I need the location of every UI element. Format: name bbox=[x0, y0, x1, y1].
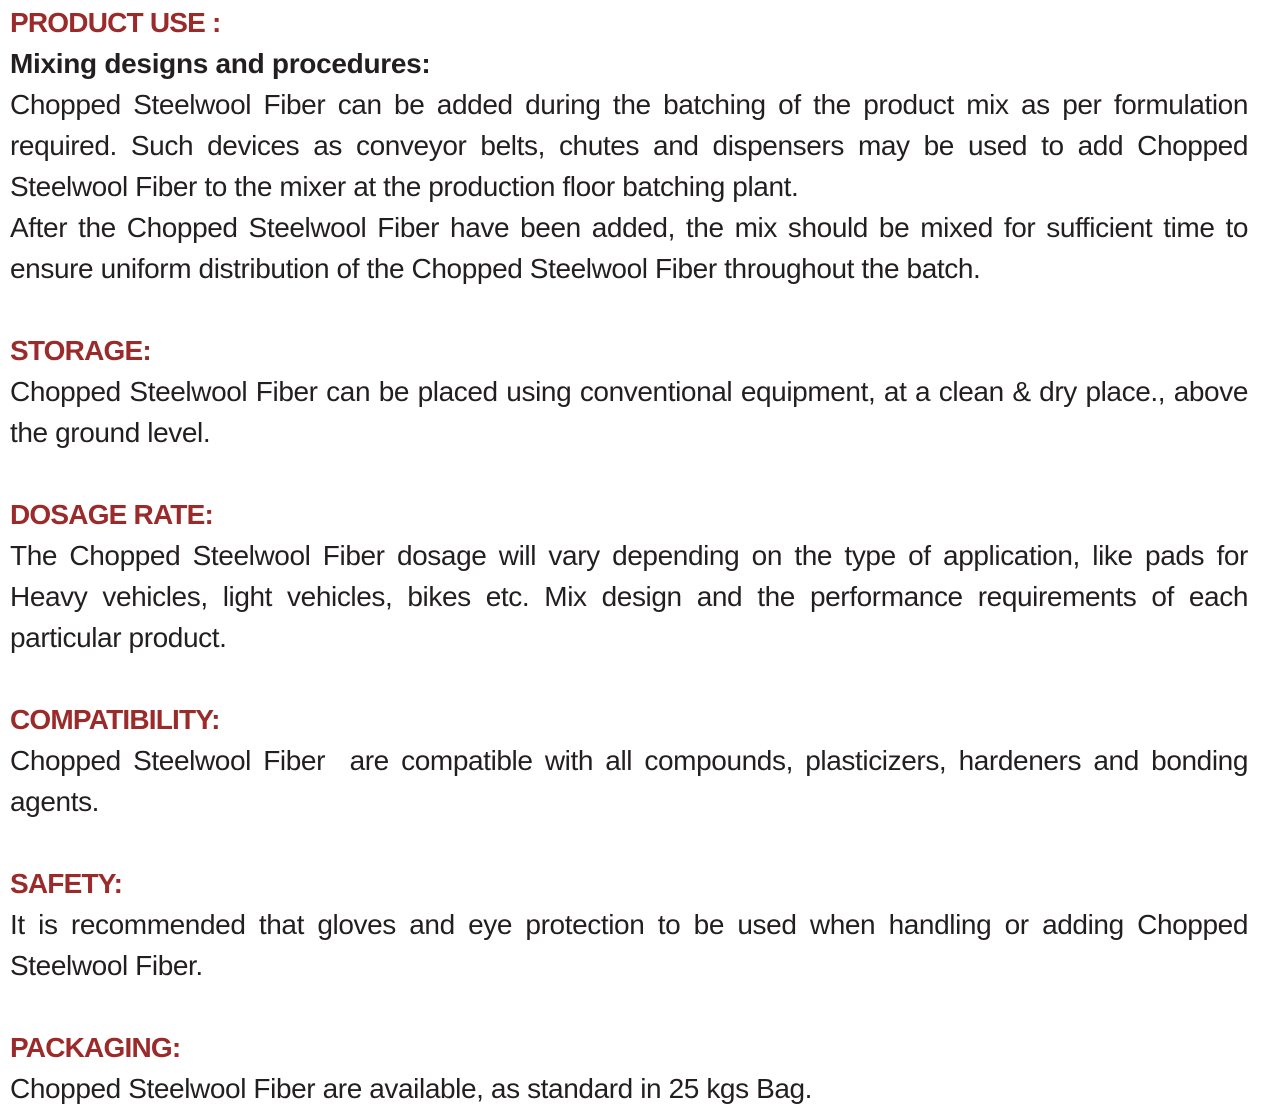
packaging-paragraph: Chopped Steelwool Fiber are available, as standard in 25 kgs Bag. bbox=[10, 1073, 813, 1104]
section-packaging bbox=[10, 1027, 1248, 1109]
dosage-rate-paragraph: The Chopped Steelwool Fiber dosage will vary depending on the type of application, like pads for Heavy vehicles, light vehicles, bikes etc. Mix design and the performance requirements of each particular product. bbox=[10, 540, 1248, 653]
storage-paragraph: Chopped Steelwool Fiber can be placed using conventional equipment, at a clean & dry place., above the ground level. bbox=[10, 376, 1248, 448]
section-gap bbox=[10, 822, 1248, 863]
section-safety bbox=[10, 863, 1248, 986]
compatibility-paragraph: Chopped Steelwool Fiber are compatible with all compounds, plasticizers, hardeners and bonding agents. bbox=[10, 745, 1256, 817]
safety-heading: SAFETY: bbox=[10, 868, 123, 899]
section-compatibility bbox=[10, 699, 1256, 822]
storage-heading: STORAGE: bbox=[10, 335, 151, 366]
safety-paragraph: It is recommended that gloves and eye protection to be used when handling or adding Chopped Steelwool Fiber. bbox=[10, 909, 1248, 981]
product-use-paragraph-2: After the Chopped Steelwool Fiber have been added, the mix should be mixed for sufficient time to ensure uniform distribution of the Chopped Steelwool Fiber throughout the batch. bbox=[10, 212, 1248, 284]
product-use-heading: PRODUCT USE : bbox=[10, 7, 221, 38]
mixing-subheading: Mixing designs and procedures: bbox=[10, 48, 431, 79]
compatibility-heading: COMPATIBILITY: bbox=[10, 704, 220, 735]
section-gap bbox=[10, 453, 1248, 494]
dosage-rate-heading: DOSAGE RATE: bbox=[10, 499, 213, 530]
section-gap bbox=[10, 986, 1248, 1027]
section-product-use bbox=[10, 0, 1248, 289]
section-dosage-rate bbox=[10, 494, 1248, 658]
packaging-heading: PACKAGING: bbox=[10, 1032, 181, 1063]
section-storage bbox=[10, 330, 1248, 453]
product-use-paragraph-1: Chopped Steelwool Fiber can be added during the batching of the product mix as per formulation required. Such devices as conveyor belts, chutes and dispensers may be used to add Chopped Steelwool Fiber to the mixer at the production floor batching plant. bbox=[10, 89, 1248, 202]
section-gap bbox=[10, 289, 1248, 330]
section-gap bbox=[10, 658, 1248, 699]
